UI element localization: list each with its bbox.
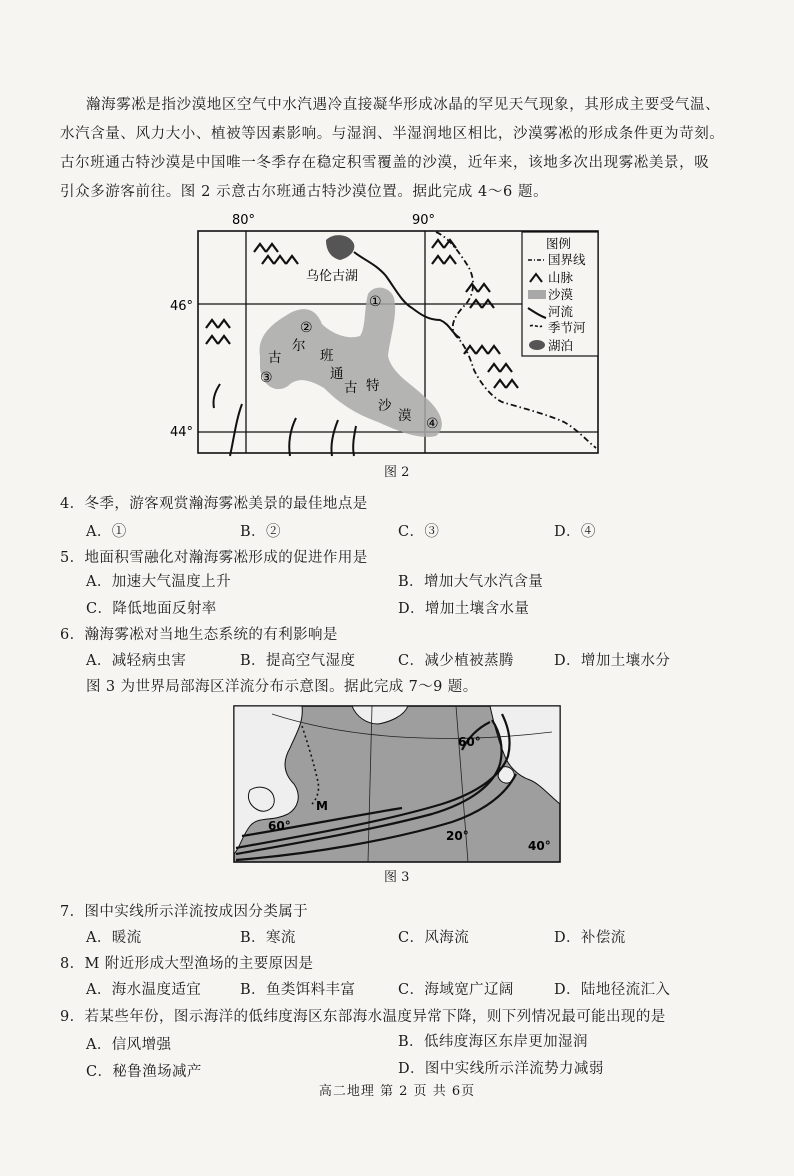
legend-river-label: 河流 (548, 304, 574, 319)
legend-border-label: 国界线 (548, 252, 586, 267)
question-8-stem: 8．M 附近形成大型渔场的主要原因是 (60, 956, 314, 972)
q4-option-a[interactable]: A．① (86, 524, 127, 540)
intro-line: 瀚海雾凇是指沙漠地区空气中水汽遇冷直接凝华形成冰晶的罕见天气现象，其形成主要受气温、 (86, 97, 721, 113)
intro-line: 古尔班通古特沙漠是中国唯一冬季存在稳定积雪覆盖的沙漠，近年来，该地多次出现雾凇美景，吸 (60, 155, 710, 171)
q9-option-b[interactable]: B．低纬度海区东岸更加湿润 (398, 1034, 588, 1050)
seasonal-river (331, 420, 338, 456)
lon-label-90: 90° (412, 213, 436, 228)
question-7-stem: 7．图中实线所示洋流按成因分类属于 (60, 904, 309, 920)
desert-char: 通 (330, 366, 344, 382)
q6-option-c[interactable]: C．减少植被蒸腾 (398, 653, 514, 669)
lat-label-46: 46° (170, 299, 194, 314)
desert-char: 漠 (398, 408, 412, 424)
q4-option-c[interactable]: C．③ (398, 524, 440, 540)
figure-3-intro: 图 3 为世界局部海区洋流分布示意图。据此完成 7～9 题。 (86, 679, 478, 695)
q9-option-a[interactable]: A．信风增强 (86, 1037, 172, 1053)
desert-char: 古 (344, 380, 358, 396)
q8-option-c[interactable]: C．海域宽广辽阔 (398, 982, 514, 998)
q8-option-d[interactable]: D．陆地径流汇入 (554, 982, 671, 998)
question-6-stem: 6．瀚海雾凇对当地生态系统的有利影响是 (60, 627, 338, 643)
q7-option-c[interactable]: C．风海流 (398, 930, 470, 946)
figure-2-map (150, 208, 610, 468)
lon-label-80: 80° (232, 213, 256, 228)
legend-seasonal-river-label: 季节河 (548, 320, 586, 335)
q5-option-d[interactable]: D．增加土壤含水量 (398, 601, 530, 617)
q5-option-a[interactable]: A．加速大气温度上升 (86, 574, 231, 590)
fig3-label-60-left: 60° (268, 819, 291, 833)
question-4-stem: 4．冬季，游客观赏瀚海雾凇美景的最佳地点是 (60, 496, 368, 512)
fig3-label-60n-right: 60° (458, 735, 481, 749)
marker-1: ① (369, 294, 382, 310)
legend-mountain-label: 山脉 (548, 270, 574, 285)
q7-option-a[interactable]: A．暖流 (86, 930, 142, 946)
figure-3-map (232, 704, 562, 864)
page-footer: 高二地理 第 2 页 共 6页 (318, 1084, 476, 1099)
legend-title: 图例 (546, 236, 572, 251)
seasonal-river (353, 426, 356, 456)
q7-option-b[interactable]: B．寒流 (240, 930, 296, 946)
intro-paragraph (60, 91, 760, 207)
intro-line: 引众多游客前往。图 2 示意古尔班通古特沙漠位置。据此完成 4～6 题。 (60, 184, 549, 200)
q5-option-b[interactable]: B．增加大气水汽含量 (398, 574, 544, 590)
lat-label-44: 44° (170, 425, 194, 440)
legend-desert-symbol (528, 290, 546, 299)
desert-char: 尔 (292, 338, 306, 354)
seasonal-river (213, 384, 220, 408)
fig3-label-M: M (316, 799, 328, 813)
q6-option-a[interactable]: A．减轻病虫害 (86, 653, 187, 669)
q6-option-d[interactable]: D．增加土壤水分 (554, 653, 671, 669)
marker-2: ② (300, 320, 313, 336)
q4-option-d[interactable]: D．④ (554, 524, 596, 540)
fig3-label-20: 20° (446, 829, 469, 843)
desert-char: 班 (320, 348, 334, 364)
q8-option-b[interactable]: B．鱼类饵料丰富 (240, 982, 356, 998)
q5-option-c[interactable]: C．降低地面反射率 (86, 601, 217, 617)
figure-3-caption: 图 3 (384, 870, 410, 885)
q7-option-d[interactable]: D．补偿流 (554, 930, 626, 946)
seasonal-river (289, 418, 296, 456)
map-legend (522, 232, 598, 356)
figure-2-caption: 图 2 (384, 465, 410, 480)
legend-lake-symbol (529, 340, 545, 350)
seasonal-river (230, 404, 242, 456)
question-9-stem: 9．若某些年份，图示海洋的低纬度海区东部海水温度异常下降，则下列情况最可能出现的是 (60, 1009, 666, 1025)
intro-line: 水汽含量、风力大小、植被等因素影响。与湿润、半湿润地区相比，沙漠雾凇的形成条件更为苛刻。 (60, 126, 725, 142)
q9-option-c[interactable]: C．秘鲁渔场减产 (86, 1064, 202, 1080)
q9-option-d[interactable]: D．图中实线所示洋流势力减弱 (398, 1061, 604, 1077)
fig3-label-40: 40° (528, 839, 551, 853)
question-5-stem: 5．地面积雪融化对瀚海雾凇形成的促进作用是 (60, 550, 368, 566)
ulungur-lake (326, 235, 354, 260)
desert-char: 沙 (378, 398, 392, 414)
marker-3: ③ (260, 370, 273, 386)
legend-desert-label: 沙漠 (548, 287, 574, 302)
q4-option-b[interactable]: B．② (240, 524, 281, 540)
legend-lake-label: 湖泊 (548, 338, 574, 353)
desert-char: 古 (268, 350, 282, 366)
lake-label: 乌伦古湖 (306, 269, 359, 284)
marker-4: ④ (426, 416, 439, 432)
desert-char: 特 (366, 378, 380, 394)
q6-option-b[interactable]: B．提高空气湿度 (240, 653, 356, 669)
q8-option-a[interactable]: A．海水温度适宜 (86, 982, 202, 998)
